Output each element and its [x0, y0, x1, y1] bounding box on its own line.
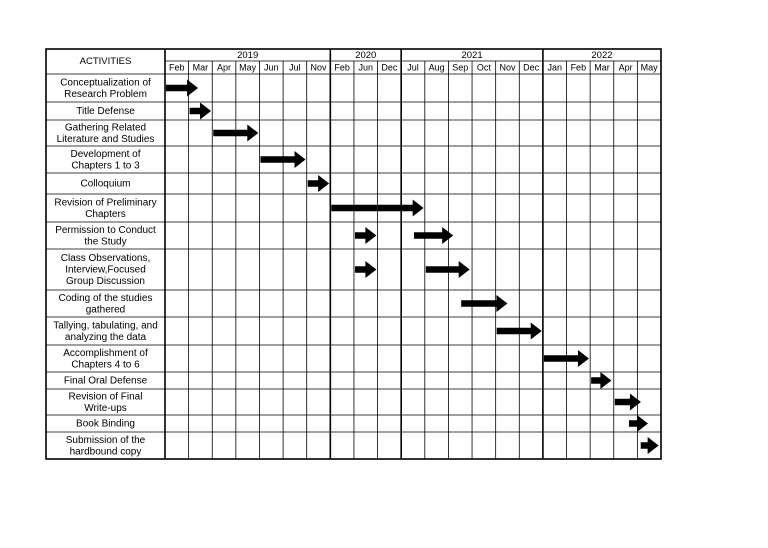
- month-label: Feb: [169, 62, 185, 73]
- month-label: Jul: [407, 62, 419, 73]
- activity-label: Submission of the: [65, 434, 146, 446]
- month-label: Mar: [594, 62, 610, 73]
- month-label: Nov: [499, 62, 516, 73]
- activity-label: Chapters 4 to 6: [71, 359, 140, 371]
- activity-label: Tallying, tabulating, and: [53, 320, 158, 332]
- schedule-arrow-bar: [591, 372, 611, 389]
- activity-label: Revision of Preliminary: [54, 197, 157, 209]
- schedule-arrow-bar: [629, 415, 648, 432]
- month-label: Oct: [476, 62, 491, 73]
- year-label: 2022: [591, 50, 613, 62]
- activity-label: Book Binding: [76, 418, 135, 430]
- activity-label: Research Problem: [64, 88, 147, 100]
- activity-label: hardbound copy: [69, 446, 142, 458]
- month-label: Feb: [334, 62, 350, 73]
- month-label: Sep: [452, 62, 469, 73]
- activity-label: Literature and Studies: [56, 133, 155, 145]
- month-label: Aug: [428, 62, 445, 73]
- activity-label: Group Discussion: [66, 276, 145, 288]
- activity-label: Coding of the studies: [58, 292, 153, 304]
- month-label: May: [640, 62, 658, 73]
- activity-label: Accomplishment of: [63, 347, 148, 359]
- activity-label: Class Observations,: [60, 253, 151, 265]
- year-label: 2020: [355, 50, 377, 62]
- month-label: Mar: [192, 62, 209, 73]
- activities-header: ACTIVITIES: [79, 56, 132, 68]
- month-label: Feb: [570, 62, 587, 73]
- year-label: 2021: [461, 50, 483, 62]
- activity-label: Colloquium: [80, 178, 131, 190]
- schedule-arrow-bar: [355, 227, 376, 244]
- schedule-arrow-bar: [308, 175, 329, 192]
- schedule-arrow-bar: [426, 261, 470, 278]
- activity-label: Permission to Conduct: [55, 224, 156, 236]
- activity-label: analyzing the data: [64, 331, 147, 343]
- year-label: 2019: [237, 50, 259, 62]
- month-label: Jun: [358, 62, 374, 73]
- month-label: Apr: [618, 62, 633, 73]
- activity-label: Write-ups: [84, 402, 127, 414]
- activity-label: gathered: [85, 304, 126, 316]
- month-label: Dec: [523, 62, 540, 73]
- month-label: May: [239, 62, 257, 73]
- month-label: Jun: [264, 62, 279, 73]
- month-label: Nov: [310, 62, 327, 73]
- schedule-arrow-bar: [190, 103, 211, 120]
- activity-label: the Study: [84, 236, 127, 248]
- activity-label: Development of: [70, 148, 141, 160]
- activity-label: Title Defense: [76, 106, 135, 118]
- month-label: Jul: [289, 62, 301, 73]
- activity-label: Gathering Related: [64, 122, 147, 134]
- activity-label: Chapters: [85, 208, 126, 220]
- schedule-arrow-bar: [461, 295, 507, 312]
- activity-label: Final Oral Defense: [63, 375, 148, 387]
- activity-label: Conceptualization of: [60, 77, 151, 89]
- month-label: Dec: [381, 62, 398, 73]
- schedule-arrow-bar: [166, 80, 198, 97]
- schedule-arrow-bar: [641, 437, 659, 454]
- schedule-arrow-bar: [355, 261, 376, 278]
- activity-label: Chapters 1 to 3: [71, 160, 140, 172]
- month-label: Jan: [547, 62, 562, 73]
- activity-label: Revision of Final: [68, 391, 143, 403]
- activity-label: Interview,Focused: [65, 264, 146, 276]
- schedule-arrow-bar: [414, 227, 453, 244]
- month-label: Apr: [217, 62, 232, 73]
